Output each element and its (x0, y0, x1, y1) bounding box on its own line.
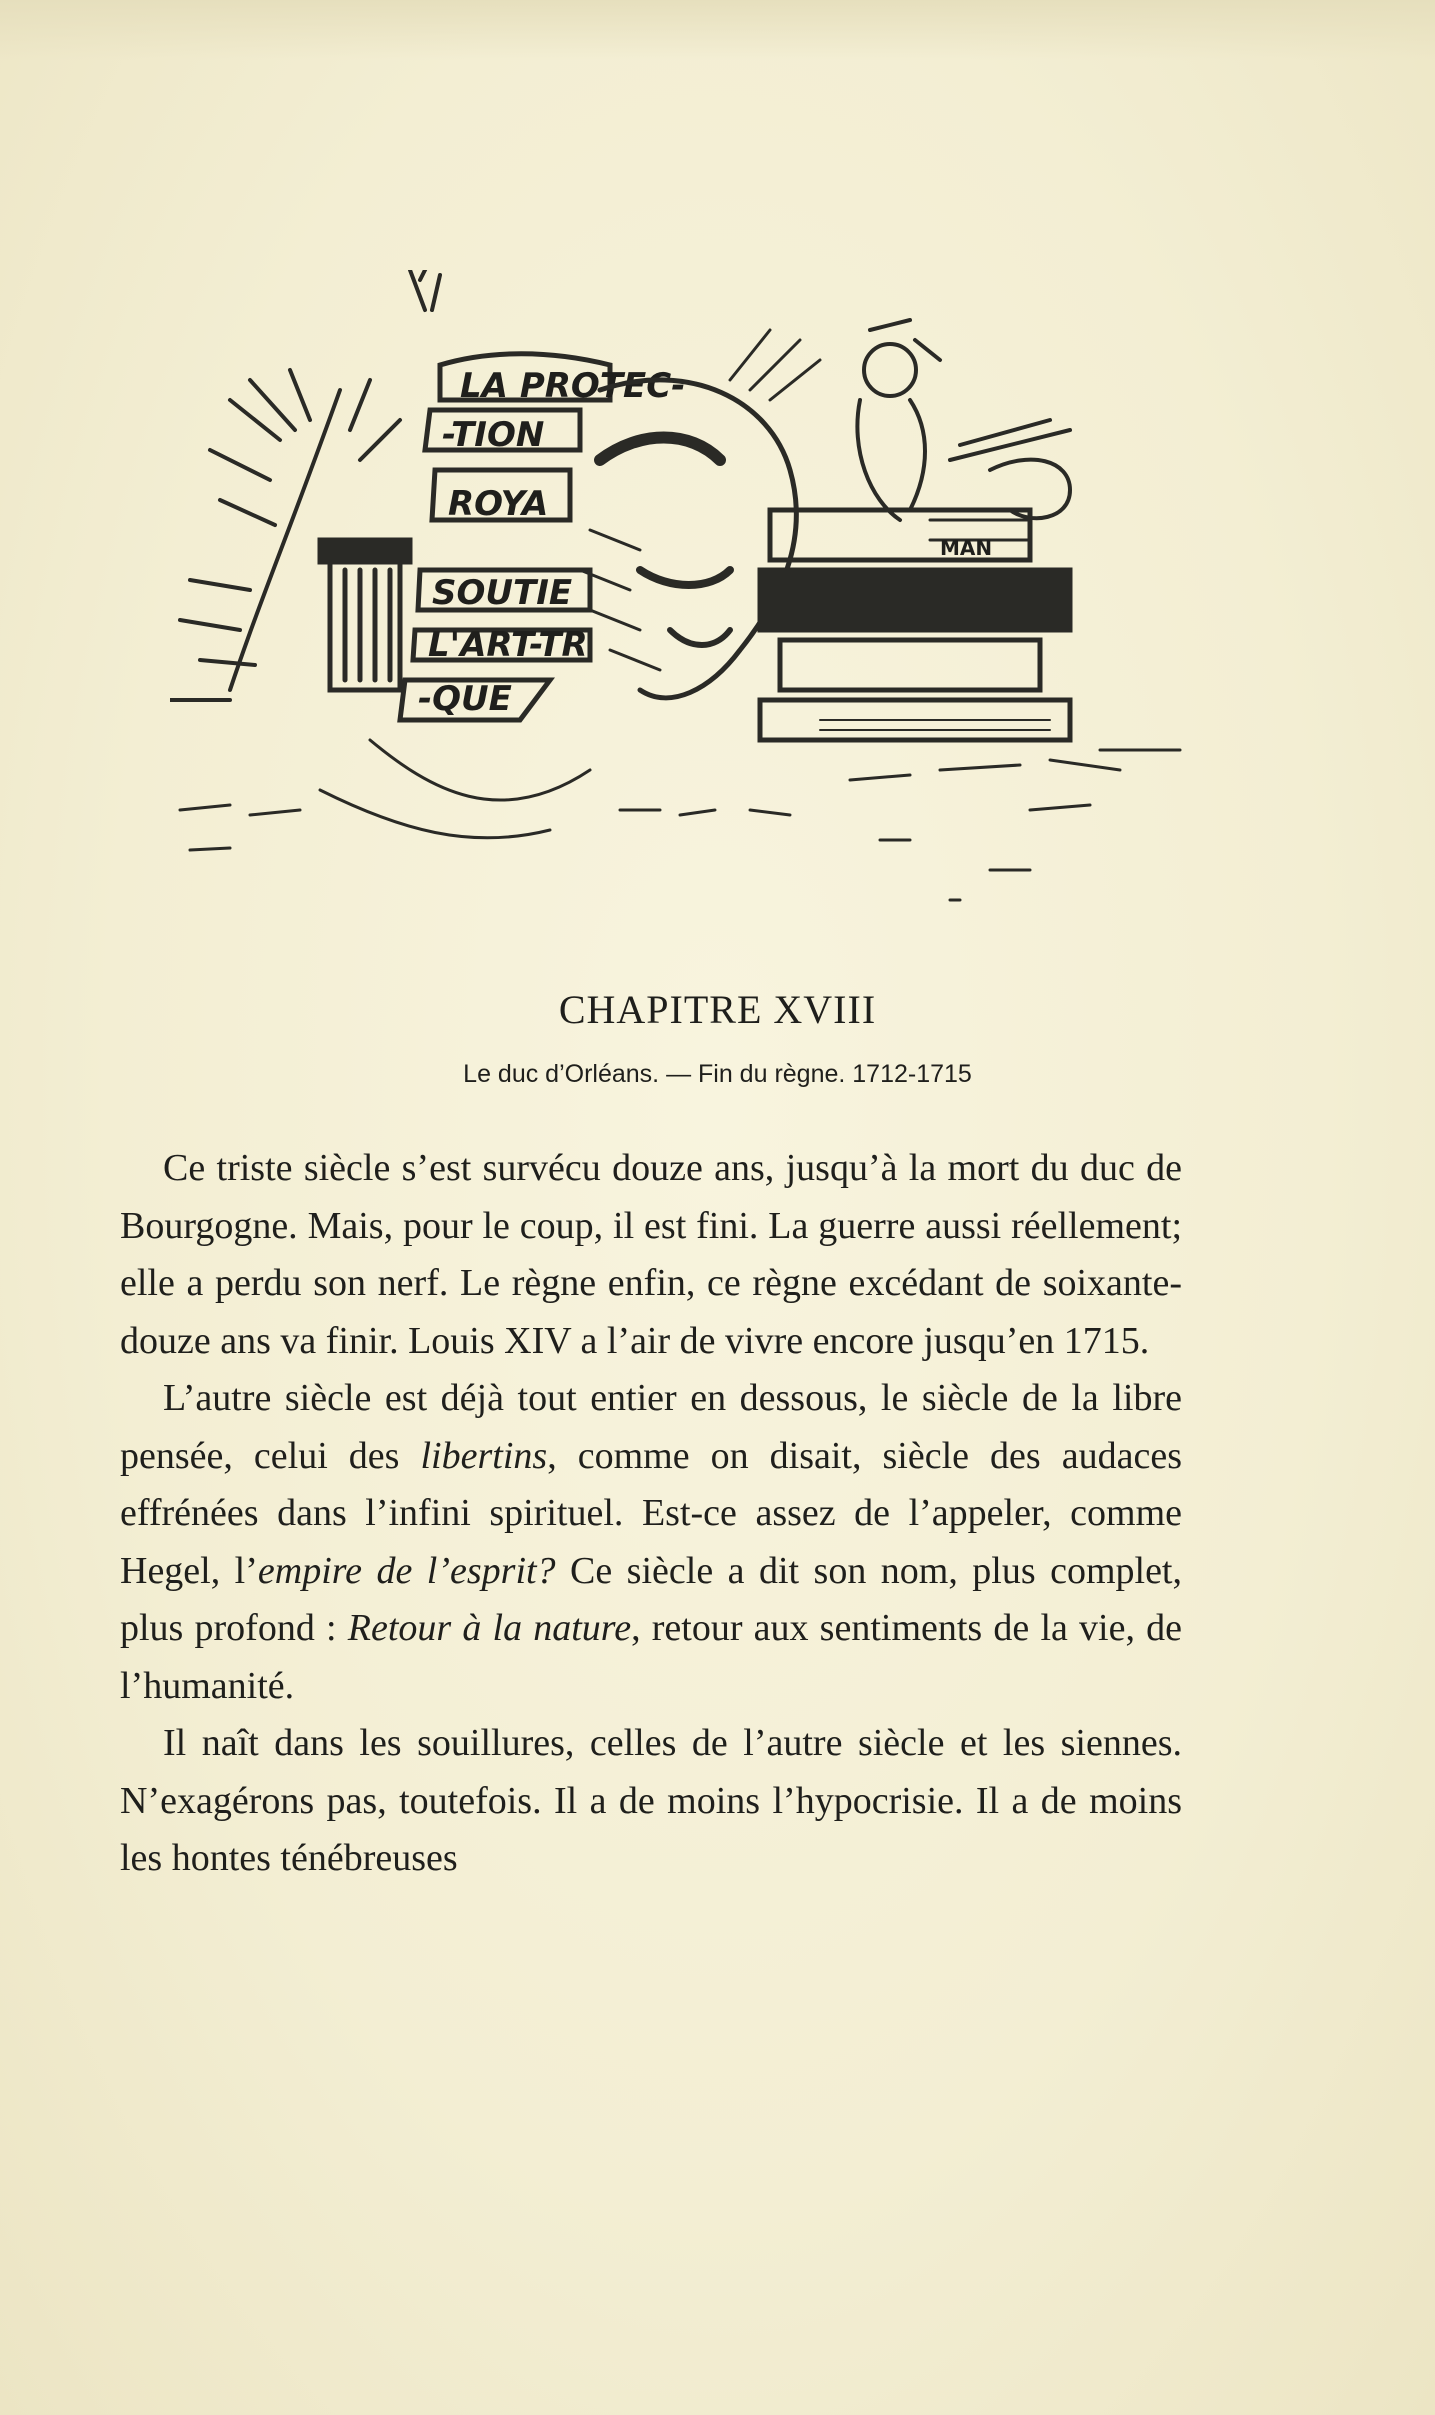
book-stack-drawing (760, 510, 1070, 740)
paragraph-text: Ce triste siècle s’est survécu douze ans, jusqu’à la mort du duc de Bourgogne. Mais, pour le coup, il est fini. La guerre aussi réellement; elle a perdu son nerf. Le règne enfin, ce règne excédant de soixante-douze ans va finir. Louis XIV a l’air de vivre encore jusqu’en 1715. (120, 1147, 1182, 1362)
paragraph (120, 1715, 1182, 1888)
italic-term: empire de l’esprit? (257, 1549, 556, 1592)
paragraph-text: Ce siècle a dit son nom, plus complet, plus profond : (120, 1549, 1182, 1649)
banner-line-6: -QUE (418, 679, 512, 719)
paragraph (120, 1370, 1182, 1715)
paragraph-text: Il naît dans les souillures, celles de l’autre siècle et les siennes. N’exagérons pas, toutefois. Il a de moins l’hypocrisie. Il a de moins les hontes ténébreuses (120, 1722, 1182, 1879)
rolled-paper-drawing (950, 420, 1070, 518)
book-spine-label: MAN (940, 536, 993, 560)
chapter-subtitle: Le duc d’Orléans. — Fin du règne. 1712-1715 (463, 1060, 972, 1088)
laurel-branch-drawing (170, 370, 400, 700)
paragraph (120, 1140, 1182, 1370)
banner-line-1: LA PROTEC- (460, 366, 686, 406)
chapter-body-text (120, 1140, 1182, 1888)
chapter-title: CHAPITRE XVIII (558, 987, 877, 1032)
page-top-shadow (0, 0, 1435, 60)
italic-term: libertins (420, 1434, 548, 1477)
chapter-head-vignette (170, 270, 1200, 910)
paragraph-text: , comme on disait, siècle des audaces effrénées dans l’infini spirituel. Est-ce assez de l’appeler, comme Hegel, l’ (120, 1434, 1182, 1592)
banner-line-5: L'ART-TR (428, 625, 588, 665)
banner-line-3: ROYA (448, 484, 549, 524)
banner-line-2: -TION (442, 415, 545, 455)
italic-term: Retour à la nature (347, 1607, 632, 1649)
banner-line-4: SOUTIE (432, 573, 573, 613)
paragraph-text: , retour aux sentiments de la vie, de l’humanité. (120, 1607, 1183, 1707)
paragraph-text: L’autre siècle est déjà tout entier en dessous, le siècle de la libre pensée, celui des (120, 1377, 1182, 1477)
column-drawing (320, 540, 410, 690)
ground-hatching-drawing (180, 750, 1180, 900)
cherub-figure-drawing (857, 320, 940, 520)
